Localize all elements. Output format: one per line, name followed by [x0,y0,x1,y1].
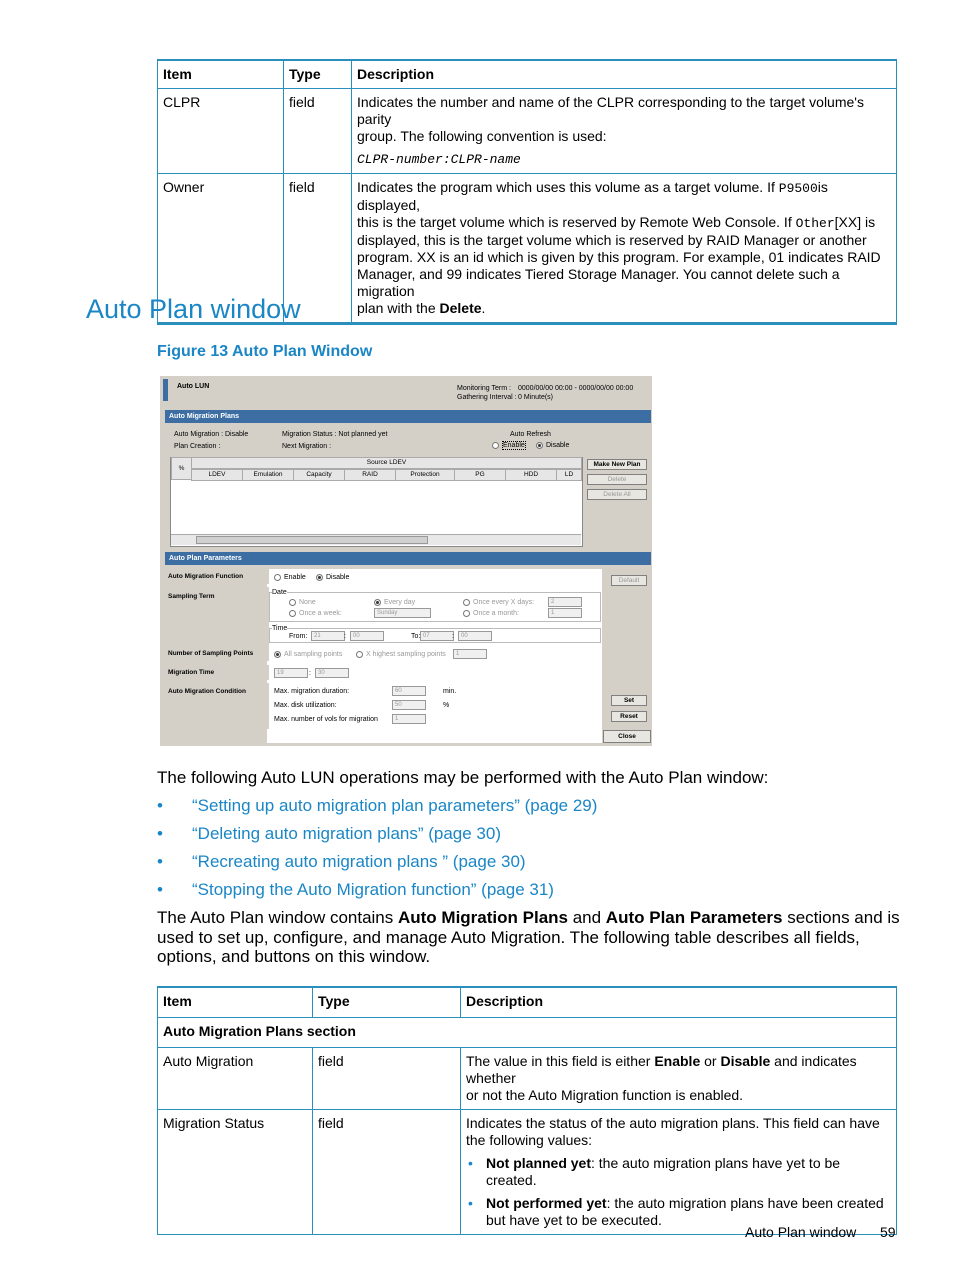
plans-title-bar: Auto Migration Plans [165,410,651,423]
list-item[interactable] [157,823,597,851]
grid-col-capacity: Capacity [293,469,345,481]
cell-description [461,1047,897,1109]
auto-refresh-label: Auto Refresh [510,431,551,438]
desc-bold: Delete [439,300,482,316]
radio-selected-icon [374,599,381,606]
migration-minute-select[interactable]: 30 [315,668,349,678]
plan-creation: Plan Creation : [174,443,221,450]
min-unit: min. [443,688,457,695]
month-day-select[interactable]: 1 [548,608,582,618]
title-accent [163,379,168,401]
footer-title: Auto Plan window [745,1224,857,1240]
from-minute-select[interactable]: 00 [350,631,384,641]
radio-label: Enable [284,574,306,581]
para-text: and [567,908,606,927]
monitoring-term-label: Monitoring Term : [457,385,511,392]
code-text: Other [795,216,835,231]
max-vols-select[interactable]: 1 [392,714,426,724]
col-header-item: Item [158,60,284,89]
set-button[interactable]: Set [611,695,647,706]
desc-text: : the auto migration plans have been created [606,1194,884,1211]
date-once-week[interactable] [289,609,342,618]
amf-label: Auto Migration Function [165,569,269,584]
desc-bold: Disable [720,1052,771,1069]
section-label: Auto Migration Plans section [158,1017,897,1047]
from-label: From: [289,633,308,640]
table-row [158,1109,897,1234]
desc-text: is displayed, [357,179,828,213]
radio-icon [492,442,499,449]
link-text[interactable]: “Deleting auto migration plans” (page 30) [192,824,502,843]
auto-migration-status: Auto Migration : Disable [174,431,249,438]
days-select[interactable]: 2 [548,597,582,607]
desc-line: Indicates the status of the auto migration plans. This field can have [466,1114,880,1131]
desc-line: Indicates the number and name of the CLPR corresponding to the target volume's parity [357,94,864,127]
cell-item: Auto Migration [158,1047,313,1109]
x-highest-select[interactable]: 1 [453,649,487,659]
radio-label: None [299,599,316,606]
date-every-day[interactable] [374,598,415,607]
migration-time-label: Migration Time [165,665,269,680]
link-list [157,795,597,907]
list-item[interactable] [157,851,597,879]
desc-text: Indicates the program which uses this volume as a target volume. If [357,179,779,195]
bullet-icon: • [468,1154,473,1171]
radio-icon [274,574,281,581]
col-header-item: Item [158,987,313,1017]
reset-button[interactable]: Reset [611,711,647,722]
desc-text: [XX] [834,214,862,230]
section-title: Auto Plan window [86,294,301,324]
radio-label: Once every X days: [473,599,535,606]
bottom-table [157,986,897,1235]
table-row [158,1047,897,1109]
to-label: To: [411,633,421,640]
cell-description [461,1109,897,1234]
date-none[interactable] [289,598,316,607]
radio-label: Every day [384,599,416,606]
grid-header-pct: % [171,457,192,480]
desc-line: displayed, this is the target volume which is reserved by RAID Manager or another [357,232,867,248]
cell-type: field [284,174,352,324]
para-text: sections and is [782,908,900,927]
desc-text: or [700,1052,721,1069]
screen-title: Auto LUN [177,383,210,390]
radio-label: Enable [503,442,525,449]
date-label: Date [272,589,287,596]
code-text: P9500 [778,181,818,196]
max-duration-label: Max. migration duration: [274,688,350,695]
cell-type: field [313,1109,461,1234]
scrollbar-thumb[interactable] [196,536,428,544]
radio-icon [463,599,470,606]
bullet-icon: • [468,1194,473,1211]
time-label: Time [272,625,288,632]
desc-bold: Not performed yet [486,1194,607,1211]
sampling-points-label: Number of Sampling Points [165,646,269,661]
bullet-icon: • [157,852,163,871]
date-once-every[interactable] [463,598,534,607]
table-row [158,89,897,174]
intro-text: The following Auto LUN operations may be performed with the Auto Plan window: [157,768,769,787]
amf-enable[interactable] [274,573,306,582]
radio-icon [289,599,296,606]
page-number: 59 [880,1224,896,1240]
link-text[interactable]: “Stopping the Auto Migration function” (page 31) [192,880,554,899]
migration-condition-label: Auto Migration Condition [165,683,269,729]
desc-bold: Enable [654,1052,701,1069]
next-migration: Next Migration : [282,443,332,450]
para-line: options, and buttons on this window. [157,947,431,966]
desc-line: group. The following convention is used: [357,128,607,144]
grid-col-protection: Protection [395,469,455,481]
radio-label: Once a week: [299,610,342,617]
desc-bold: Not planned yet [486,1154,592,1171]
to-minute-select[interactable]: 00 [458,631,492,641]
grid-col-ldev: LDEV [191,469,243,481]
para-bold: Auto Plan Parameters [605,908,783,927]
max-duration-select[interactable]: 60 [392,686,426,696]
figure-caption: Figure 13 Auto Plan Window [157,343,373,360]
desc-text: is [861,214,876,230]
desc-line: the following values: [466,1131,593,1148]
from-hour-select[interactable]: 21 [311,631,345,641]
para-text: The Auto Plan window contains [157,908,398,927]
radio-icon [356,651,363,658]
list-item[interactable] [157,795,597,823]
radio-label: Disable [546,442,570,449]
cell-item: Owner [158,174,284,324]
sampling-term-label: Sampling Term [165,587,269,648]
cell-item: Migration Status [158,1109,313,1234]
list-item [466,1155,891,1189]
grid-col-raid: RAID [344,469,396,481]
desc-text: this is the target volume which is reserved by Remote Web Console. If [357,214,796,230]
close-button[interactable]: Close [603,730,651,743]
default-button[interactable]: Default [611,575,647,586]
make-new-plan-button[interactable]: Make New Plan [587,459,647,470]
col-header-type: Type [313,987,461,1017]
grid-col-ld: LD [556,469,582,481]
radio-selected-icon [316,574,323,581]
auto-refresh-disable[interactable] [536,441,569,450]
radio-label: X highest sampling points [366,651,446,658]
max-disk-select[interactable]: 50 [392,700,426,710]
amf-disable[interactable] [316,573,349,582]
auto-refresh-enable[interactable] [492,441,526,450]
cell-type: field [284,89,352,174]
col-header-type: Type [284,60,352,89]
desc-text: but have yet to be executed. [486,1211,662,1228]
desc-line: Manager, and 99 indicates Tiered Storage Manager. You cannot delete such a migration [357,266,840,299]
desc-text: The value in this field is either [466,1052,655,1069]
status-values-list [466,1155,891,1229]
grid-header-source-ldev: Source LDEV [191,457,582,469]
delete-all-button[interactable]: Delete All [587,489,647,500]
delete-button[interactable]: Delete [587,474,647,485]
percent-unit: % [443,702,450,709]
para-bold: Auto Migration Plans [397,908,568,927]
all-sampling-points[interactable] [274,650,342,659]
section-row [158,1017,897,1047]
monitoring-term-value: 0000/00/00 00:00 - 0000/00/00 00:00 [518,385,634,392]
description-paragraph [157,908,900,967]
cell-item: CLPR [158,89,284,174]
grid-col-hdd: HDD [505,469,557,481]
cell-description [352,89,897,174]
code-convention: CLPR-number:CLPR-name [357,152,521,167]
x-highest-points[interactable] [356,650,446,659]
radio-label: Once a month: [473,610,519,617]
desc-text: . [481,300,486,316]
bullet-icon: • [157,824,163,843]
bullet-icon: • [157,880,163,899]
link-text[interactable]: “Setting up auto migration plan parameters” (page 29) [192,796,598,815]
top-table [157,59,897,325]
max-disk-label: Max. disk utilization: [274,702,337,709]
to-hour-select[interactable]: 07 [420,631,454,641]
col-header-description: Description [352,60,897,89]
grid-col-pg: PG [454,469,506,481]
desc-line: program. XX is an id which is given by this program. For example, 01 indicates RAID [357,249,881,265]
cell-description [352,174,897,324]
col-header-description: Description [461,987,897,1017]
bullet-icon: • [157,796,163,815]
radio-label: All sampling points [284,651,343,658]
desc-text: plan with the [357,300,440,316]
gathering-interval-label: Gathering Interval : [457,394,517,401]
radio-icon [289,610,296,617]
date-once-month[interactable] [463,609,519,618]
para-line: used to set up, configure, and manage Auto Migration. The following table describes all fields, [157,927,860,947]
grid-col-emulation: Emulation [242,469,294,481]
gathering-interval-value: 0 Minute(s) [518,394,554,401]
migration-status: Migration Status : Not planned yet [282,431,388,438]
radio-selected-icon [274,651,281,658]
desc-line: or not the Auto Migration function is enabled. [466,1086,744,1103]
desc-text: : the auto migration plans have yet to be created. [486,1154,841,1188]
migration-hour-select[interactable]: 19 [274,668,308,678]
radio-selected-icon [536,442,543,449]
link-text[interactable]: “Recreating auto migration plans ” (page 30) [192,852,526,871]
weekday-select[interactable]: Sunday [374,608,431,618]
params-title-bar: Auto Plan Parameters [165,552,651,565]
radio-icon [463,610,470,617]
list-item[interactable] [157,879,597,907]
desc-text: and indicates whether [466,1052,857,1086]
cell-type: field [313,1047,461,1109]
radio-label: Disable [326,574,350,581]
max-vols-label: Max. number of vols for migration [274,716,378,723]
auto-plan-screenshot: Auto LUN Monitoring Term : 0000/00/00 00:00 - 0000/00/00 00:00 Gathering Interval : 0 Minute(s) Auto Migration Plans Auto Migration : Disable Migration Status : Not planned yet Plan Creation : Next Migration : Auto Refresh Enable Disable % Source LDEV LDEV Emulation Capacity RAID Protection PG HDD LD Make New Plan Delete Delete All Auto Plan Parameters Auto Migration Function Enable Disable Default Sampling Term Date None Every day Once every X days: 2 Once a week: Sunday Once a month: 1 Time From: 21 : 00 To: 07 : 00 Number of Sampling Points All sampling points X highest sampling points 1 Migration Time 19 : 30 Auto Migration Condition Max. migration duration: 60 min. Max. disk utilization: 50 % Max. number of vols for migration 1 Set Reset Close [160,376,652,746]
